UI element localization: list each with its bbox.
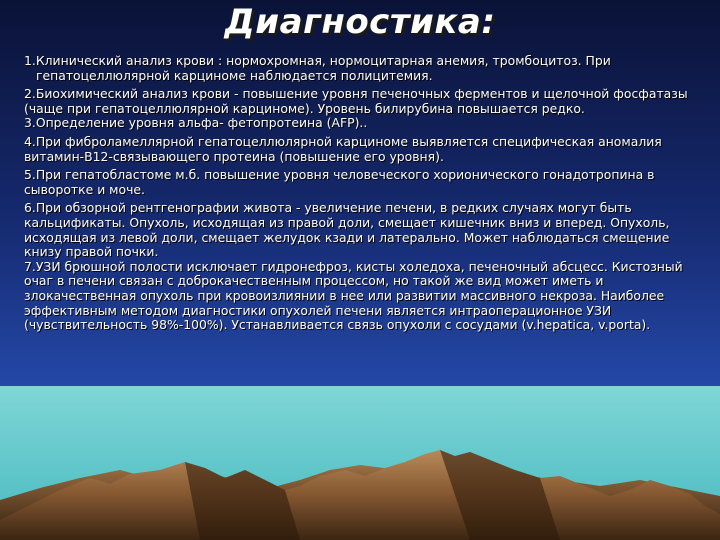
paragraph-3 (24, 116, 708, 131)
paragraph-1-rest: гепатоцеллюлярной карциноме наблюдается полицитемия. (36, 67, 433, 83)
paragraph-6-rest: быть кальцификаты. Опухоль, исходящая из правой доли, смещает кишечник вниз и вперед. Опухоль, исходящая из левой доли, смещает желудок кзади и латерально. Может наблюдаться смещение книзу правой почки. (24, 200, 670, 260)
slide-body (24, 54, 708, 333)
slide-title: Диагностика: (224, 2, 496, 42)
paragraph-3-first: 3.Определение уровня альфа- фетопротеина (AFP).. (24, 115, 368, 131)
paragraph-6-first: 6.При обзорной рентгенографии живота - увеличение печени, в редких случаях могут (24, 200, 596, 216)
paragraph-5 (24, 168, 708, 197)
paragraph-5-first: 5.При гепатобластоме м.б. повышение уровня человеческого хорионического (24, 167, 539, 183)
paragraph-2 (24, 87, 708, 116)
paragraph-2-first: 2.Биохимический анализ крови - повышение уровня печеночных ферментов и щелочной (24, 86, 610, 102)
paragraph-4-rest: аномалия витамин-В12-связывающего протеина (повышение его уровня). (24, 133, 662, 164)
paragraph-7-first: 7.УЗИ брюшной полости исключает гидронефроз, кисты холедоха, печеночный абсцесс. (24, 258, 608, 274)
paragraph-5-rest: гонадотропина в сыворотке и моче. (24, 167, 655, 197)
paragraph-7 (24, 260, 708, 333)
paragraph-6 (24, 201, 708, 259)
paragraph-1 (24, 54, 708, 83)
paragraph-7-rest: Кистозный очаг в печени связан с доброкачественным процессом, но такой же вид может иметь и злокачественная опухоль при кровоизлиянии в нее или развитии массивного некроза. Наиболее эффективным методом диагностики опухолей печени является интраоперационное УЗИ (чувствительность 98%-100%). Устанавливается связь опухоли с сосудами (v.hepatica, v.porta). (24, 258, 683, 333)
paragraph-1-first: 1.Клинический анализ крови : нормохромная, нормоцитарная анемия, тромбоцитоз. При (24, 53, 611, 68)
paragraph-4 (24, 135, 708, 164)
paragraph-2-rest: фосфатазы (чаще при гепатоцеллюлярной карциноме). Уровень билирубина повышается редко. (24, 86, 688, 116)
paragraph-4-first: 4.При фиброламеллярной гепатоцеллюлярной карциноме выявляется специфическая (24, 133, 595, 149)
